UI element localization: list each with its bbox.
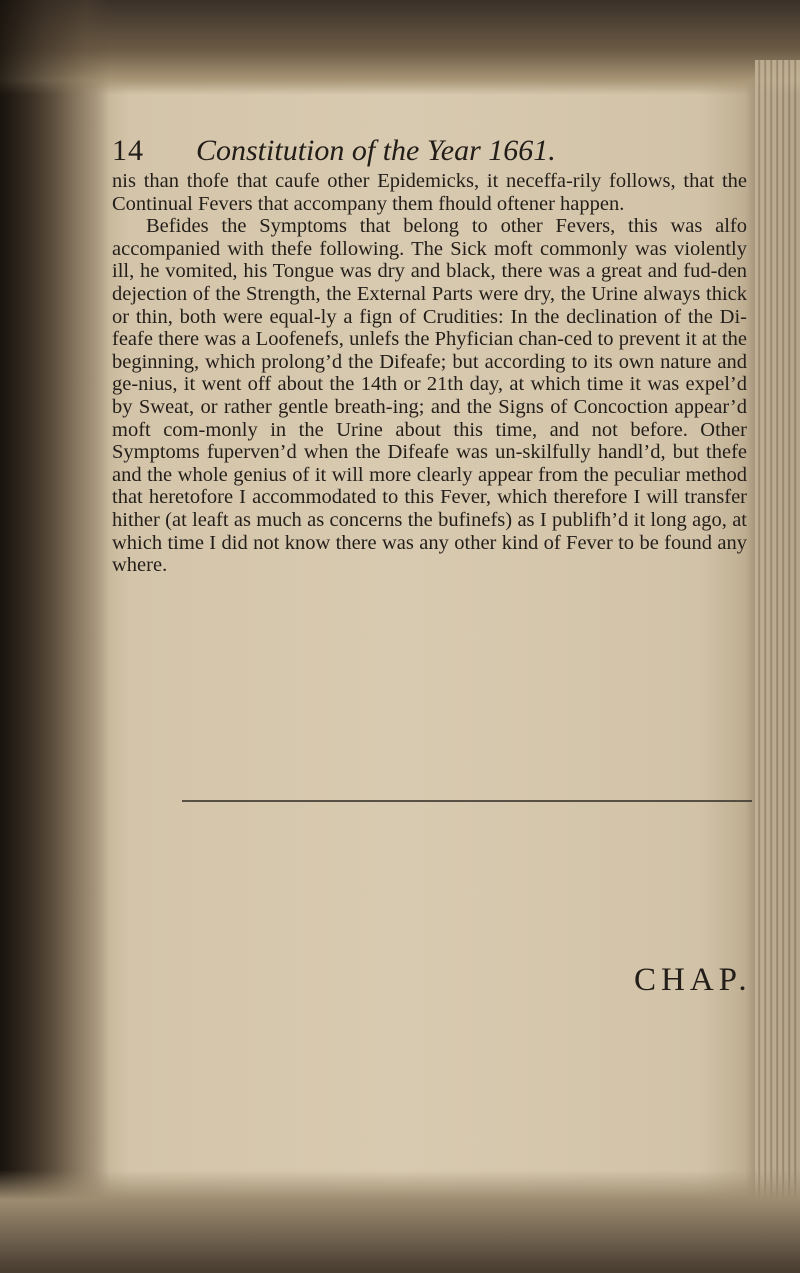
paragraph-symptoms: Befides the Symptoms that belong to other Fevers, this was alfo accompanied with thefe following. The Sick moft commonly was violently ill, he vomited, his Tongue was dry and black, there was a great and fud-den dejection of the Strength, the External Parts were dry, the Urine always thick or thin, both were equal-ly a fign of Crudities: In the declination of the Di-feafe there was a Loofenefs, unlefs the Phyfician chan-ced to prevent it at the beginning, which prolong’d the Difeafe; but according to its own nature and ge-nius, it went off about the 14th or 21th day, at which time it was expel’d by Sweat, or rather gentle breath-ing; and the Signs of Concoction appear’d moft com-monly in the Urine about this time, and not before. Other Symptoms fuperven’d when the Difeafe was un-skilfully handl’d, but thefe and the whole genius of it will more clearly appear from the peculiar method that heretofore I accommodated to this Fever, which therefore I will transfer hither (at leaft as much as concerns the bufinefs) as I publifh’d it long ago, at which time I did not know there was any other kind of Fever to be found any where. bbox=[112, 215, 747, 577]
body-text bbox=[112, 170, 747, 577]
paragraph-continuation: nis than thofe that caufe other Epidemicks, it neceffa-rily follows, that the Continual Fevers that accompany them fhould oftener happen. bbox=[112, 170, 747, 215]
page-top-edge bbox=[0, 0, 800, 95]
page-number: 14 bbox=[112, 134, 144, 167]
section-rule bbox=[182, 800, 752, 802]
binding-shadow bbox=[0, 0, 110, 1273]
text-block bbox=[112, 126, 762, 1186]
catchword: CHAP. bbox=[634, 962, 752, 998]
running-title: Constitution of the Year 1661. bbox=[196, 134, 556, 167]
running-header bbox=[112, 134, 752, 174]
